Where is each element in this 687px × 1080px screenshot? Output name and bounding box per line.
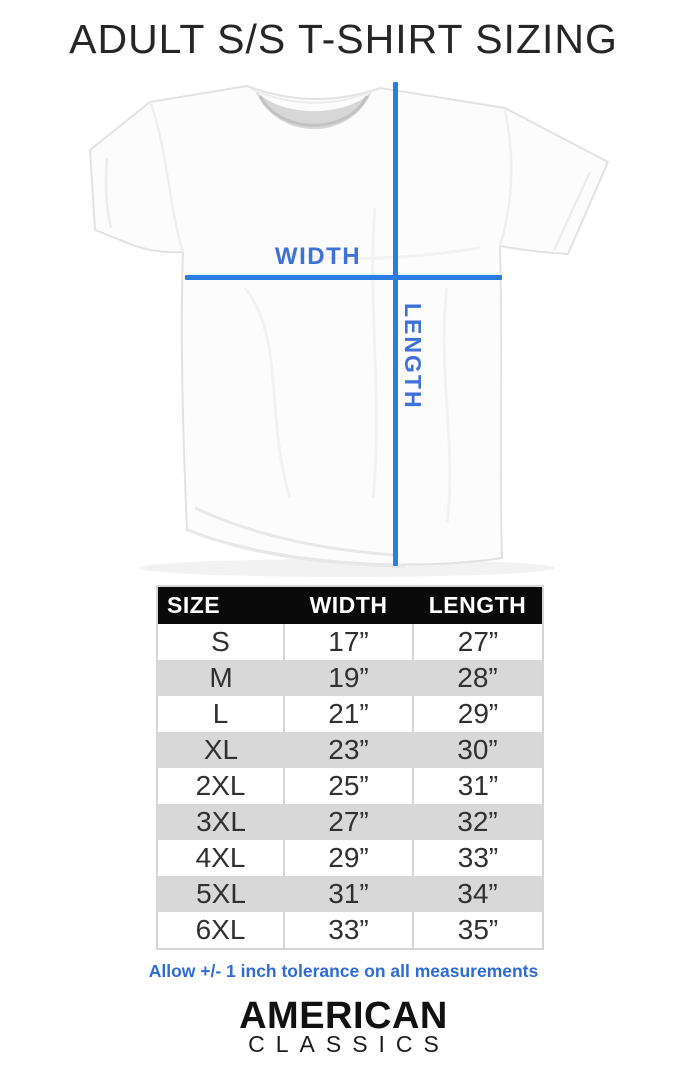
table-row bbox=[157, 804, 543, 840]
width-cell: 25” bbox=[284, 768, 413, 804]
page-title: ADULT S/S T-SHIRT SIZING bbox=[69, 16, 618, 62]
size-cell: 3XL bbox=[196, 806, 246, 837]
table-row bbox=[157, 732, 543, 768]
table-row bbox=[157, 696, 543, 732]
width-cell: 17” bbox=[284, 624, 413, 660]
width-cell: 19” bbox=[328, 662, 369, 693]
length-cell: 34” bbox=[457, 878, 498, 909]
length-cell: 30” bbox=[457, 734, 498, 765]
table-row bbox=[157, 624, 543, 660]
size-cell: XL bbox=[203, 734, 239, 765]
table-row bbox=[157, 876, 543, 912]
table-row bbox=[157, 768, 543, 804]
header-length: LENGTH bbox=[413, 586, 543, 624]
width-measure-line bbox=[185, 275, 502, 280]
length-label: LENGTH bbox=[400, 303, 426, 410]
size-cell: L bbox=[157, 696, 284, 732]
length-cell: 28” bbox=[457, 662, 498, 693]
length-cell: 32” bbox=[457, 806, 498, 837]
sizing-table-body bbox=[157, 624, 543, 949]
length-cell: 31” bbox=[457, 770, 499, 801]
width-cell: 33” bbox=[284, 912, 413, 949]
size-cell: S bbox=[157, 624, 284, 660]
length-measure-line bbox=[393, 82, 398, 566]
brand-american: AMERICAN bbox=[239, 995, 448, 1037]
header-row bbox=[157, 586, 543, 624]
length-cell: 29” bbox=[457, 698, 499, 729]
size-cell: 5XL bbox=[196, 878, 246, 909]
size-cell: 6XL bbox=[157, 912, 284, 949]
width-cell: 31” bbox=[328, 878, 369, 909]
header-size: SIZE bbox=[157, 586, 284, 624]
length-cell: 33” bbox=[457, 842, 499, 873]
width-cell: 29” bbox=[284, 840, 413, 876]
table-row bbox=[157, 840, 543, 876]
width-cell: 27” bbox=[328, 806, 369, 837]
size-cell: M bbox=[209, 662, 233, 693]
tolerance-note: Allow +/- 1 inch tolerance on all measurements bbox=[148, 961, 539, 981]
length-cell: 35” bbox=[457, 914, 499, 945]
brand-classics: CLASSICS bbox=[248, 1031, 450, 1057]
width-label: WIDTH bbox=[274, 243, 362, 270]
sizing-table bbox=[156, 585, 544, 950]
header-width: WIDTH bbox=[284, 586, 413, 624]
width-cell: 21” bbox=[284, 696, 413, 732]
table-row bbox=[157, 660, 543, 696]
tshirt-body bbox=[90, 86, 608, 565]
size-cell: 2XL bbox=[157, 768, 284, 804]
length-cell: 27” bbox=[457, 626, 499, 657]
table-row bbox=[157, 912, 543, 949]
tshirt-illustration bbox=[75, 78, 615, 583]
sizing-table-header bbox=[157, 586, 543, 624]
width-cell: 23” bbox=[328, 734, 369, 765]
size-cell: 4XL bbox=[157, 840, 284, 876]
